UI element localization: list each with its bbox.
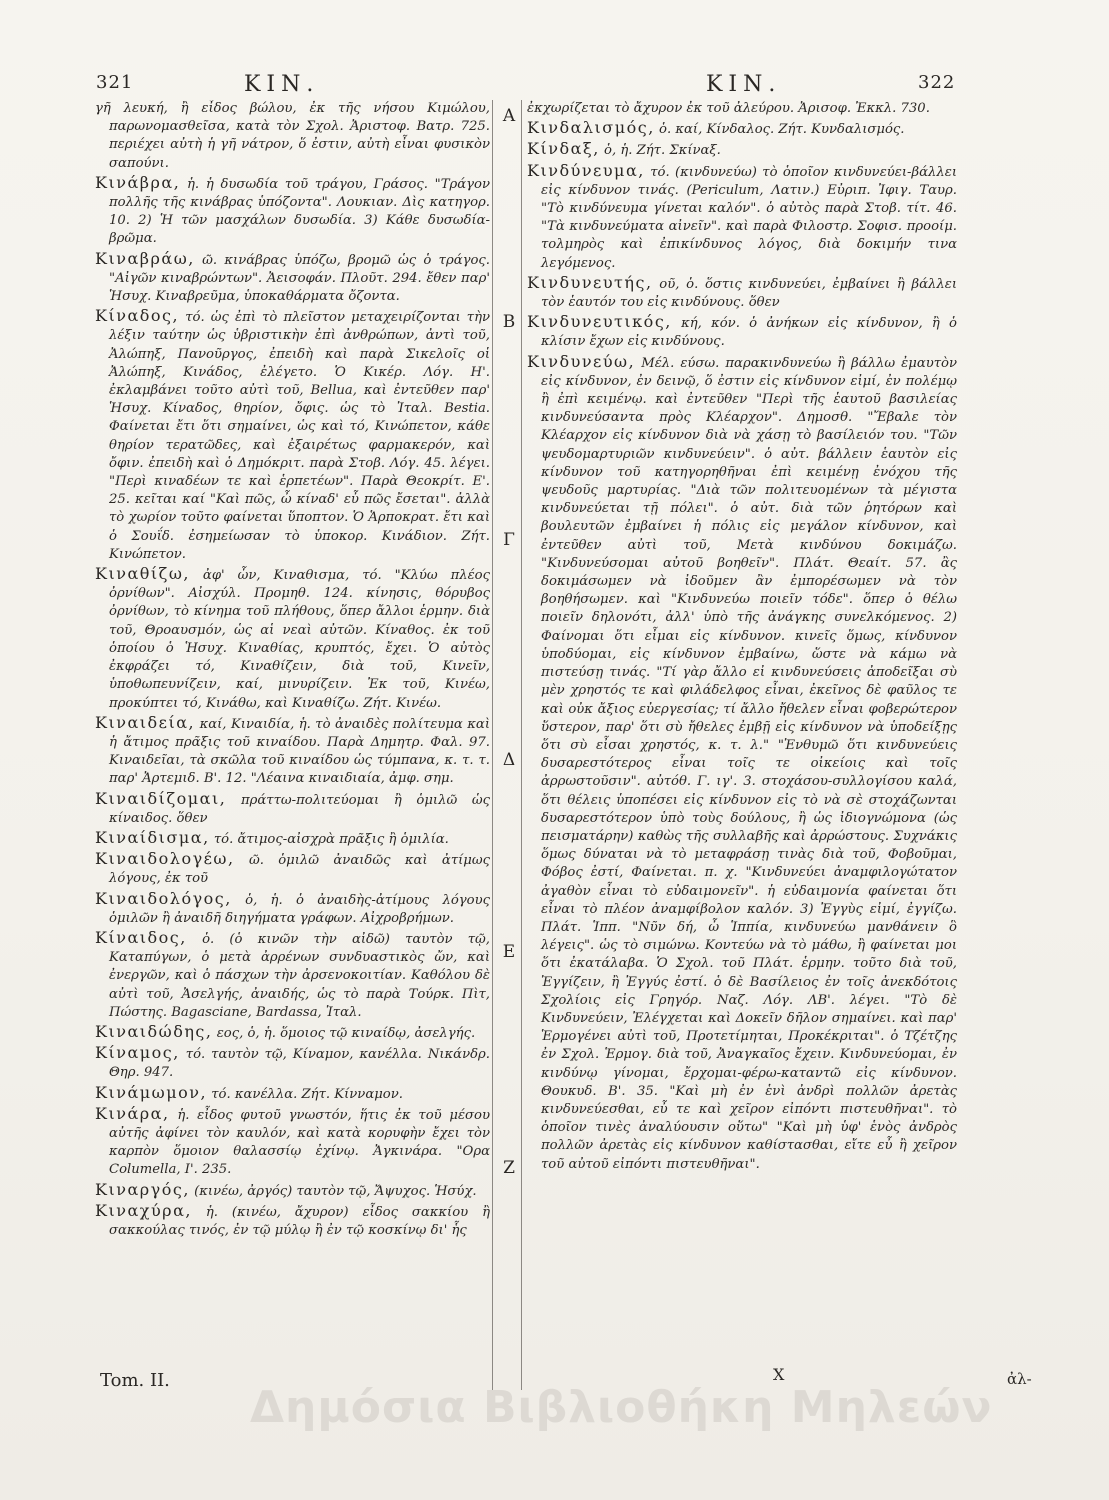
entry-definition: οῦ, ὁ. ὅστις κινδυνεύει, ἐμβαίνει ἢ βάλλει τὸν ἑαυτόν του εἰς κινδύνους. ὅθεν [541, 276, 957, 311]
entry-headword: Κίνδαξ, [527, 139, 600, 159]
entry-definition: Μέλ. εύσω. παρακινδυνεύω ἢ βάλλω ἐμαυτὸν εἰς κίνδυνον, ἐν δεινῷ, ὅ ἐστιν εἰς κίνδυνον εἰμί, ἐν πολέμῳ ἢ ἐπὶ κειμένῳ. καὶ ἐντεῦθεν "Περὶ τῆς ἑαυτοῦ βασιλείας κινδυνεύσαντα πρὸς Κλέαρχον". Δημοσθ. "Ἔβαλε τὸν Κλέαρχον εἰς κίνδυνον διὰ νὰ χάσῃ τὸ βασίλειόν του. "Τῶν ψευδομαρτυριῶν κινδυνεύειν". ὁ αὐτ. βάλλειν ἑαυτὸν εἰς κίνδυνον τοῦ κατηγορηθῆναι ἐπὶ κειμένῃ ἐνόχου τῆς ψευδοῦς μαρτυρίας. "Διὰ τῶν πολιτευομένων τὰ μέγιστα κινδυνεύεται τῇ πόλει". ὁ αὐτ. διὰ τῶν ῥητόρων καὶ βουλευτῶν ἐμβαίνει ἡ πόλις εἰς μεγάλον κίνδυνον, καὶ ἐντεῦθεν αὐτὶ τοῦ, Μετὰ κινδύνου δοκιμάζω. "Κινδυνεύσομαι αὐτοῦ βοηθεῖν". Πλάτ. Θεαίτ. 57. ἂς δοκιμάσωμεν νὰ ἰδοῦμεν ἂν ἐμπορέσωμεν νὰ τὸν βοηθήσωμεν. καὶ "Κινδυνεύω ποιεῖν τόδε". ὅπερ ὁ θέλω ποιεῖν δηλονότι, ἀλλ' ὑπὸ τῆς ἀνάγκης συνελκόμενος. 2) Φαίνομαι ὅτι εἶμαι εἰς κίνδυνον. κινεῖς ὅμως, κίνδυνον ὑποδύομαι, εἰς κίνδυνον ἐμβαίνω, ὥστε νὰ κάμω νὰ πιστεύσῃ τινάς. "Τί γὰρ ἄλλο εἰ κινδυνεύσεις ἀποδεῖξαι σὺ μὲν χρηστός τε καὶ φιλάδελφος εἶναι, ἐκεῖνος δὲ φαῦλος τε καὶ οὐκ ἄξιος εὐεργεσίας; τί ἄλλο ἤθελεν εἶναι φοβερώτερον ὕστερον, παρ' ὅτι σὺ ἤθελες ἐμβῇ εἰς κίνδυνον νὰ ὑποδείξῃς ὅτι σὺ εἶσαι χρηστός, κ. τ. λ." "Ἐνθυμῶ ὅτι κινδυνεύεις δυσαρεστότερος εἶναι τοῖς τε οἰκείοις καὶ τοῖς ἀρρωστοῦσιν". αὐτόθ. Γ. ιγ'. 3. στοχάσου-συλλογίσου καλά, ὅτι θέλεις ὑποπέσει εἰς κίνδυνον εἰς τὸ νὰ σὲ στοχάζωνται δυσαρεστότερον ὑπὸ τοὺς δούλους, ἢ ὡς ἰδιογνώμονα (ὡς πεισματάρην) καθὼς τῆς συλλαβῆς καὶ ἀρρώστους. Συχνάκις ὅμως δύναται νὰ τὸ μεταφράσῃ τινὰς διὰ τοῦ, Φοβοῦμαι, Φόβος ἐστί, Φαίνεται. π. χ. "Κινδυνεύει ἀναμφιλογώτατον ἀγαθὸν εἶναι τὸ εὐδαιμονεῖν". ἡ εὐδαιμονία φαίνεται ὅτι εἶναι τὸ πλέον ἀναμφίβολον καλόν. 3) Ἐγγὺς εἰμί, ἐγγίζω. Πλάτ. Ἱππ. "Νῦν δή, ὦ Ἱππία, κινδυνεύω μανθάνειν ὃ λέγεις". ὡς τὸ σιμώνω. Κοντεύω νὰ τὸ μάθω, ἢ φαίνεται μοι ὅτι ἐκατάλαβα. Ὁ Σχολ. τοῦ Πλάτ. ἑρμην. τοῦτο διὰ τοῦ, Ἐγγίζειν, ἢ Ἐγγύς ἐστί. ὁ δὲ Βασίλειος ἐν τοῖς ἀνεκδότοις Σχολίοις εἰς Γρηγόρ. Ναζ. Λόγ. ΛΒ'. λέγει. "Τὸ δὲ Κινδυνεύειν, Ἐλέγχεται καὶ Δοκεῖν δῆλον σημαίνει. καὶ παρ' Ἑρμογένει αὐτὶ τοῦ, Προτετίμηται, Προκέκριται". ὁ Τζέτζης ἐν Σχολ. Ἑρμογ. διὰ τοῦ, Ἀναγκαῖος ἔχειν. Κινδυνεύομαι, ἐν κινδύνῳ γίνομαι, ἔρχομαι-φέρω-καταντῶ εἰς κίνδυνον. Θουκυδ. Β'. 35. "Καὶ μὴ ἐν ἑνὶ ἀνδρὶ πολλῶν ἀρετὰς κινδυνεύεσθαι, εὖ τε καὶ χεῖρον εἰπόντι πιστευθῆναι". τὸ ὁποῖον τινὲς ἀναλύουσιν οὕτω" "Καὶ μὴ ὑφ' ἑνὸς ἀνδρὸς πολλῶν ἀρετὰς εἰς κίνδυνον καθίστασθαι, εἴτε εὖ ἢ χεῖρον τοῦ αὐτοῦ εἰπόντι πιστευθῆναι". [541, 355, 957, 1172]
entry-headword: Κιναιδίζομαι, [95, 788, 227, 808]
margin-section-letters [497, 100, 521, 1400]
right-column [527, 100, 957, 1390]
entry-headword: Κιναχύρα, [95, 1200, 192, 1220]
entry-headword: Κινάμωμον, [95, 1082, 208, 1102]
dictionary-entry [95, 307, 490, 564]
library-watermark: Δημόσια Βιβλιοθήκη Μηλεών [250, 1382, 993, 1433]
entry-definition: ἐκχωρίζεται τὸ ἄχυρον ἐκ τοῦ ἀλεύρου. Ἀρισοφ. Ἐκκλ. 730. [527, 101, 930, 116]
entry-headword: Κιναργός, [95, 1179, 190, 1199]
entry-definition: πράττω-πολιτεύομαι ἢ ὁμιλῶ ὡς κίναιδος. ὅθεν [109, 792, 490, 826]
entry-definition: ὁ, ἡ. Ζήτ. Σκίναξ. [604, 143, 721, 159]
margin-letter-z: Ζ [503, 1158, 515, 1178]
right-running-head: ΚΙΝ. [706, 72, 782, 97]
entry-headword: Κίναδος, [95, 306, 180, 326]
dictionary-entry [95, 1044, 490, 1082]
right-page-number: 322 [918, 72, 956, 93]
dictionary-entry [95, 790, 490, 828]
left-column [95, 100, 490, 1370]
entry-definition: ἡ. ἡ δυσωδία τοῦ τράγου, Γράσος. "Τράγον πολλῆς τῆς κινάβρας ὑπόζοντα". Λουκιαν. Δὶς κατηγορ. 10. 2) Ἡ τῶν μασχάλων δυσωδία. 3) Κάθε δυσωδία-βρῶμα. [109, 176, 490, 247]
entry-definition: τό. (κινδυνεύω) τὸ ὁποῖον κινδυνεύει-βάλλει εἰς κίνδυνον τινάς. (Periculum, Λατιν.) Εὐριπ. Ἰφιγ. Ταυρ. "Τὸ κινδύνευμα γίνεται καλόν". ὁ αὐτὸς παρὰ Στοβ. τίτ. 46. "Τὰ κινδυνεύματα αἰνεῖν". καὶ παρὰ Φιλοστρ. Σοφισ. προοίμ. τολμηρὸς καὶ ἐπικίνδυνος λόγος, διὰ δοκιμήν τινα λεγόμενος. [541, 164, 957, 271]
entry-definition: ῶ. κινάβρας ὑπόζω, βρομῶ ὡς ὁ τράγος. "Αἰγῶν κιναβρώντων". Ἀεισοφάν. Πλοῦτ. 294. ἔθεν παρ' Ἡσυχ. Κιναβρεῦμα, ὑποκαθάρματα ὄζοντα. [109, 252, 490, 305]
dictionary-entry [527, 274, 957, 312]
entry-definition: ἡ. εἶδος φυτοῦ γνωστόν, ἥτις ἐκ τοῦ μέσου αὐτῆς ἀφίνει τὸν καυλόν, καὶ κατὰ κορυφὴν ἔχει τὸν καρπὸν ὅμοιον θαλασσίῳ ἐχίνῳ. Ἀγκινάρα. "Ορα Columella, Ι'. 235. [109, 1107, 490, 1178]
entry-headword: Κιναθίζω, [95, 564, 190, 584]
entry-definition: ἡ. (κινέω, ἄχυρον) εἶδος σακκίου ἢ σακκούλας τινός, ἐν τῷ μύλῳ ἢ ἐν τῷ κοσκίνῳ δι' ἧς [109, 1204, 490, 1238]
entry-definition: τό. ταυτὸν τῷ, Κίναμον, κανέλλα. Νικάνδρ. Θηρ. 947. [109, 1047, 490, 1081]
entry-headword: Κινδυνεύω, [527, 351, 636, 371]
dictionary-entry [95, 1023, 490, 1043]
column-divider-right [521, 100, 522, 1390]
entry-definition: (κινέω, ἀργός) ταυτὸν τῷ, Ἄψυχος. Ἡσύχ. [194, 1183, 477, 1199]
dictionary-entry [95, 850, 490, 888]
dictionary-entry [527, 119, 957, 139]
entry-headword: Κινδαλισμός, [527, 118, 655, 138]
entry-definition: ῶ. ὁμιλῶ ἀναιδῶς καὶ ἀτίμως λόγους, ἐκ τοῦ [109, 853, 490, 887]
entry-definition: εος, ὁ, ἡ. ὅμοιος τῷ κιναίδῳ, ἀσελγής. [216, 1025, 476, 1041]
dictionary-entry [527, 313, 957, 351]
entry-headword: Κιναίδισμα, [95, 827, 210, 847]
entry-definition: τό. κανέλλα. Ζήτ. Κίνναμον. [211, 1086, 403, 1102]
left-running-head: ΚΙΝ. [244, 72, 320, 97]
entry-headword: Κινάρα, [95, 1103, 170, 1123]
entry-definition: ἀφ' ὧν, Κιναθισμα, τό. "Κλύω πλέος ὀρνίθων". Αἰσχύλ. Προμηθ. 124. κίνησις, θόρυβος ὀρνίθων, τὸ κίνημα τοῦ πλήθους, ὅπερ ἄλλοι ἑρμην. διὰ τοῦ, Θροαυσμόν, ὡς αἱ νεαὶ αὐτῶν. Κίναθος. ἐκ τοῦ ὁποίου ὁ Ἡσυχ. Κιναθίας, κρυπτός, ἔχει. Ὁ αὐτὸς ἐκφράζει τό, Κιναθίζειν, διὰ τοῦ, Κινεῖν, ὑποθωπευνίζειν, καί, μινυρίζειν. Ἐκ τοῦ, Κινέω, προκύπτει τό, Κινάθω, καὶ Κιναθίζω. Ζήτ. Κινέω. [109, 568, 490, 711]
dictionary-entry [527, 162, 957, 273]
dictionary-entry [527, 353, 957, 1174]
left-page-number: 321 [96, 72, 134, 93]
entry-headword: Κιναιδεία, [95, 712, 196, 732]
dictionary-entry [527, 140, 957, 160]
dictionary-entry [95, 1202, 490, 1240]
margin-letter-a: Α [502, 106, 516, 126]
entry-definition: τό. ὡς ἐπὶ τὸ πλεῖστον μεταχειρίζονται τὴν λέξιν ταύτην ὡς ὑβριστικὴν ἐπὶ ἀνθρώπων, ἀντὶ τοῦ, Ἀλώπηξ, Πανοῦργος, ἐπειδὴ καὶ παρὰ Σικελοῖς οἱ Ἀλώπηξ, Κινάδος, ἐλέγετο. Ὁ Κικέρ. Λόγ. Η'. ἐκλαμβάνει τοῦτο αὐτὶ τοῦ, Bellua, καὶ ἐντεῦθεν παρ' Ἡσυχ. Κίναδος, θηρίον, ὄφις. ὡς τὸ Ἰταλ. Bestia. Φαίνεται ἔτι ὅτι σημαίνει, ὡς καὶ τό, Κινώπετον, κάθε θηρίον τερατῶδες, καὶ ἐξαιρέτως φαρμακερόν, καὶ ὄφιν. ἐπειδὴ καὶ ὁ Δημόκριτ. παρὰ Στοβ. Λόγ. 45. λέγει. "Περὶ κιναδέων τε καὶ ἑρπετέων". Παρὰ Θεοκρίτ. Ε'. 25. κεῖται καί "Καὶ πῶς, ὦ κίναδ' εὖ πῶς ἔσεται". ἀλλὰ τὸ χωρίον τοῦτο φαίνεται ὕποπτον. Ὁ Ἁρποκρατ. ἔτι καὶ ὁ Σουΐδ. ἐσημείωσαν τὸ ὑποκορ. Κινάδιον. Ζήτ. Κινώπετον. [109, 310, 490, 562]
signature-mark: X [773, 1365, 785, 1384]
entry-definition: γῆ λευκή, ἢ εἶδος βώλου, ἐκ τῆς νήσου Κιμώλου, παρωνομασθεῖσα, κατὰ τὸν Σχολ. Ἀριστοφ. Βατρ. 725. περιέχει αὐτὴ ἡ γῆ νάτρον, ὅ ἐστιν, αὐτὴ εἶναι φυσικὸν σαπούνι. [95, 101, 490, 171]
entry-headword: Κιναιδώδης, [95, 1021, 213, 1041]
margin-letter-e: Ε [502, 942, 516, 962]
dictionary-entry [95, 1181, 490, 1201]
entry-headword: Κιναβράω, [95, 248, 195, 268]
margin-letter-g: Γ [503, 530, 515, 550]
dictionary-entry [95, 100, 490, 173]
entry-definition: ὁ. καί, Κίνδαλος. Ζήτ. Κυνδαλισμός. [659, 122, 905, 138]
entry-headword: Κινάβρα, [95, 172, 181, 192]
margin-letter-d: Δ [502, 750, 516, 770]
entry-headword: Κινδυνευτικός, [527, 312, 672, 332]
dictionary-entry [95, 929, 490, 1022]
catchword: ἀλ- [1007, 1370, 1032, 1388]
margin-letter-b: Β [502, 312, 516, 332]
column-divider-left [492, 100, 493, 1390]
entry-definition: κή, κόν. ὁ ἀνήκων εἰς κίνδυνον, ἢ ὁ κλίσιν ἔχων εἰς κινδύνους. [541, 316, 957, 350]
entry-definition: ὁ, ἡ. ὁ ἀναιδὴς-ἀτίμους λόγους ὁμιλῶν ἢ ἀναιδῆ διηγήματα γράφων. Αἰχροβρήμων. [109, 892, 490, 926]
entry-headword: Κιναιδολόγος, [95, 888, 232, 908]
dictionary-entry [95, 174, 490, 249]
dictionary-entry [527, 100, 957, 118]
dictionary-entry [95, 1105, 490, 1180]
entry-headword: Κιναιδολογέω, [95, 849, 235, 869]
dictionary-entry [95, 829, 490, 849]
entry-headword: Κίναμος, [95, 1043, 180, 1063]
dictionary-entry [95, 714, 490, 789]
entry-headword: Κινδύνευμα, [527, 160, 645, 180]
entry-headword: Κίναιδος, [95, 927, 187, 947]
dictionary-entry [95, 250, 490, 307]
entry-definition: καί, Κιναιδία, ἡ. τὸ ἀναιδὲς πολίτευμα καὶ ἡ ἄτιμος πρᾶξις τοῦ κιναίδου. Παρὰ Δημητρ. Φαλ. 97. Κιναιδεῖαι, τὰ σκῶλα τοῦ κιναίδου ὡς τύμπανα, κ. τ. τ. παρ' Ἀρτεμιδ. Β'. 12. "Λέαινα κιναιδιαία, ἀμφ. σημ. [109, 716, 490, 787]
volume-footer: Tom. II. [100, 1370, 170, 1391]
entry-definition: τό. ἄτιμος-αἰσχρὰ πρᾶξις ἢ ὁμιλία. [213, 831, 449, 847]
entry-headword: Κινδυνευτής, [527, 272, 653, 292]
dictionary-entry [95, 890, 490, 928]
dictionary-entry [95, 1084, 490, 1104]
dictionary-entry [95, 565, 490, 713]
entry-definition: ὁ. (ὁ κινῶν τὴν αἰδῶ) ταυτὸν τῷ, Καταπύγων, ὁ μετὰ ἀρρένων συνδυαστικὸς ὤν, καὶ ἐνεργῶν, καὶ ὁ πάσχων τὴν ἀρσενοκοιτίαν. Καθόλου δὲ αὐτὶ τοῦ, Ἀσελγής, ἀναιδής, ὡς τὸ παρὰ Τούρκ. Πὶτ, Πώστης. Bagasciane, Bardassa, Ἰταλ. [109, 931, 490, 1020]
